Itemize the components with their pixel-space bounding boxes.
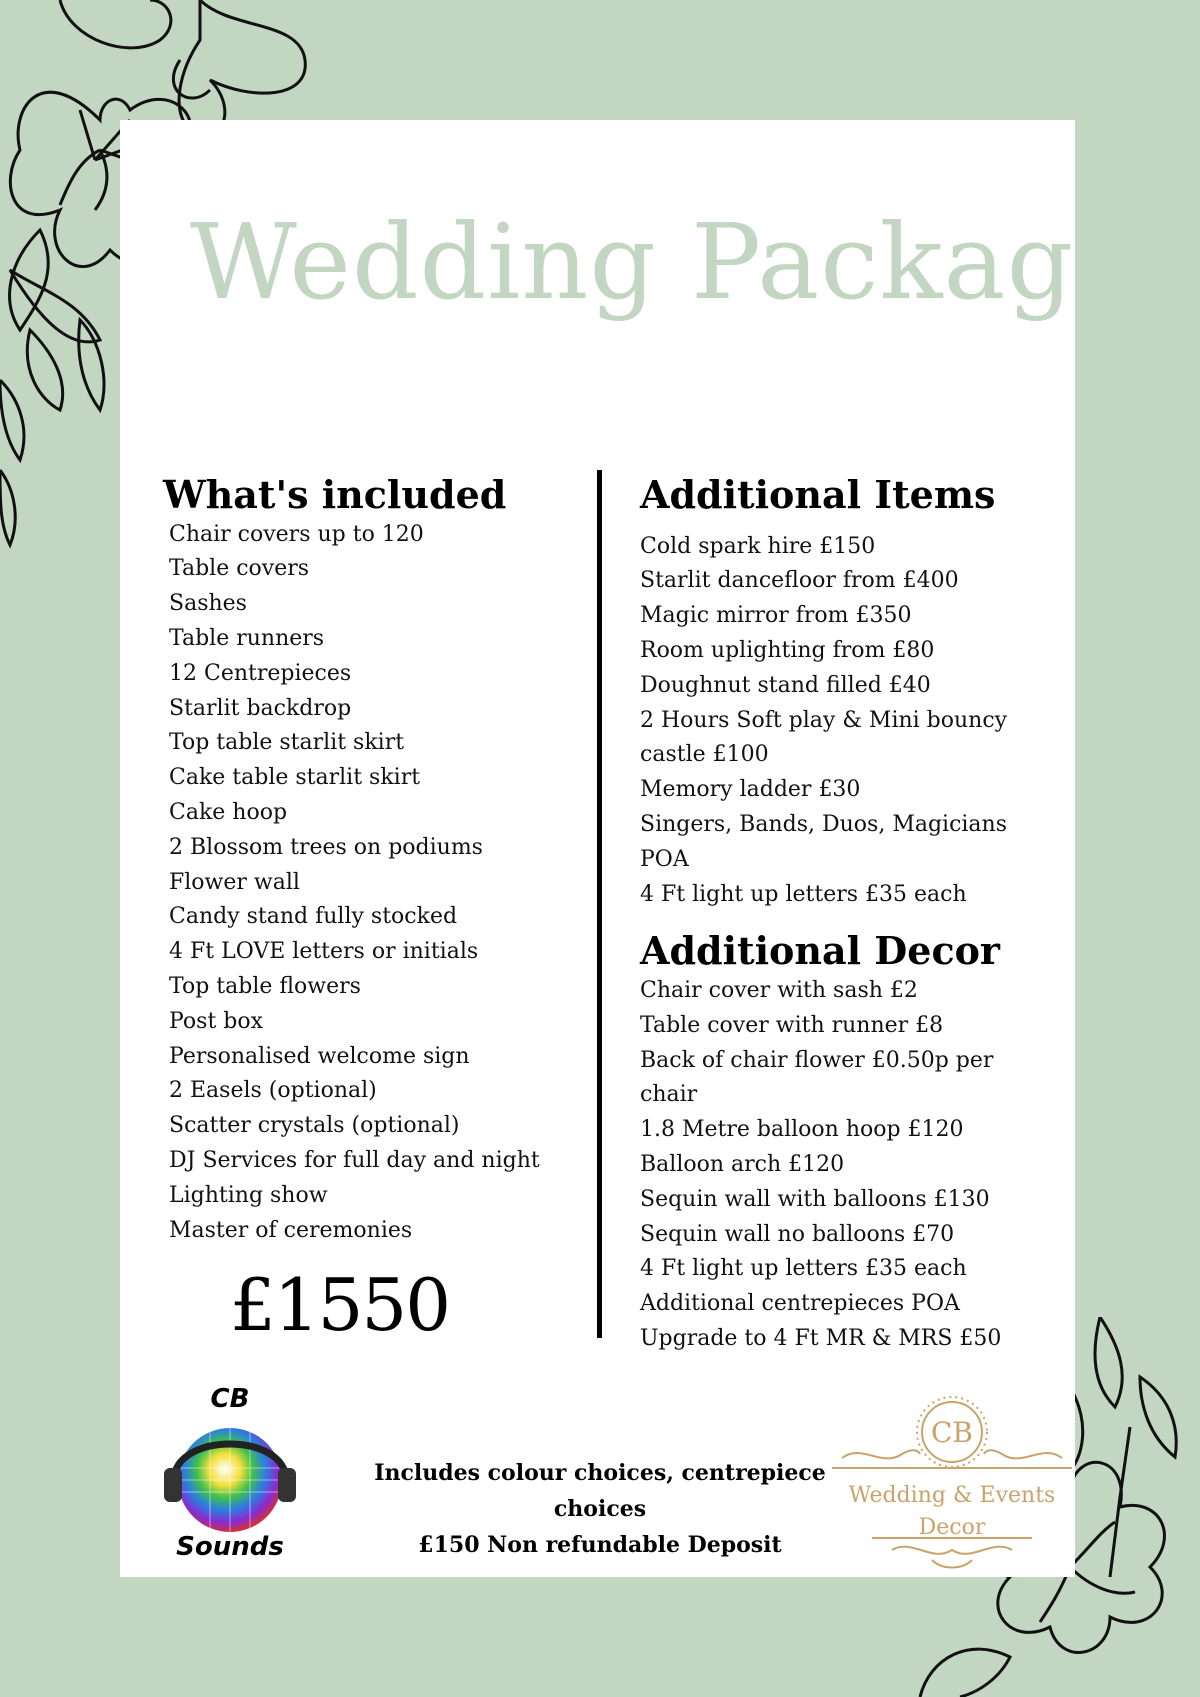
decor-brand-line-1: Wedding & Events bbox=[848, 1483, 1056, 1508]
disco-ball-headphones-icon bbox=[160, 1418, 300, 1536]
list-item: Singers, Bands, Duos, Magicians POA bbox=[640, 811, 1008, 872]
list-item: Table runners bbox=[169, 625, 325, 651]
additional-items-heading: Additional Items bbox=[640, 472, 996, 517]
list-item: 12 Centrepieces bbox=[169, 660, 352, 686]
list-item: DJ Services for full day and night bbox=[169, 1147, 540, 1173]
list-item: Chair cover with sash £2 bbox=[640, 977, 918, 1003]
list-item: Memory ladder £30 bbox=[640, 777, 861, 803]
list-item: Doughnut stand filled £40 bbox=[640, 672, 931, 698]
list-item: 4 Ft light up letters £35 each bbox=[640, 1256, 967, 1282]
list-item: Back of chair flower £0.50p per chair bbox=[640, 1047, 994, 1108]
decor-brand-line-2: Decor bbox=[918, 1515, 986, 1540]
footer-line-2: £150 Non refundable Deposit bbox=[418, 1532, 782, 1558]
package-card bbox=[120, 120, 1137, 1577]
additional-items-list bbox=[640, 530, 1060, 913]
list-item: Upgrade to 4 Ft MR & MRS £50 bbox=[640, 1325, 1002, 1351]
list-item: Cake hoop bbox=[169, 799, 288, 825]
package-price: £1550 bbox=[230, 1263, 450, 1347]
list-item: Flower wall bbox=[169, 869, 300, 895]
list-item: Table cover with runner £8 bbox=[640, 1012, 944, 1038]
list-item: Lighting show bbox=[169, 1182, 328, 1208]
list-item: Room uplighting from £80 bbox=[640, 637, 935, 663]
list-item: Table covers bbox=[169, 556, 310, 582]
list-item: 4 Ft LOVE letters or initials bbox=[169, 939, 479, 965]
list-item: Cake table starlit skirt bbox=[169, 765, 421, 791]
list-item: Sequin wall with balloons £130 bbox=[640, 1186, 990, 1212]
list-item: Sashes bbox=[169, 591, 247, 617]
additional-decor-list bbox=[640, 974, 1060, 1357]
cb-sounds-logo-bottom-text: Sounds bbox=[176, 1532, 284, 1562]
additional-column bbox=[640, 472, 1060, 1357]
list-item: Candy stand fully stocked bbox=[169, 904, 458, 930]
list-item: Cold spark hire £150 bbox=[640, 533, 876, 559]
list-item: Post box bbox=[169, 1008, 264, 1034]
list-item: Additional centrepieces POA bbox=[640, 1291, 960, 1317]
cb-sounds-logo bbox=[150, 1384, 310, 1564]
whats-included-list bbox=[163, 518, 583, 1249]
list-item: Chair covers up to 120 bbox=[169, 521, 424, 547]
list-item: Sequin wall no balloons £70 bbox=[640, 1221, 955, 1247]
page-title: Wedding Package bbox=[190, 201, 1137, 323]
list-item: Starlit backdrop bbox=[169, 695, 352, 721]
whats-included-heading: What's included bbox=[163, 472, 507, 517]
list-item: Magic mirror from £350 bbox=[640, 603, 912, 629]
list-item: Scatter crystals (optional) bbox=[169, 1113, 460, 1139]
cb-wedding-events-decor-logo bbox=[832, 1388, 1072, 1578]
list-item: 2 Hours Soft play & Mini bouncy castle £100 bbox=[640, 707, 1008, 768]
list-item: Master of ceremonies bbox=[169, 1217, 413, 1243]
list-item: 4 Ft light up letters £35 each bbox=[640, 881, 967, 907]
list-item: 1.8 Metre balloon hoop £120 bbox=[640, 1117, 964, 1143]
column-divider bbox=[597, 470, 602, 1338]
decor-monogram: CB bbox=[931, 1416, 973, 1449]
list-item: 2 Easels (optional) bbox=[169, 1078, 377, 1104]
whats-included-column bbox=[163, 472, 583, 1248]
list-item: Personalised welcome sign bbox=[169, 1043, 470, 1069]
additional-decor-heading: Additional Decor bbox=[640, 928, 1000, 974]
decor-brand-name bbox=[832, 1480, 1072, 1544]
cb-sounds-logo-top-text: CB bbox=[210, 1384, 250, 1414]
list-item: Top table flowers bbox=[169, 973, 361, 999]
list-item: Starlit dancefloor from £400 bbox=[640, 568, 959, 594]
list-item: 2 Blossom trees on podiums bbox=[169, 834, 483, 860]
footer-line-1: Includes colour choices, centrepiece choices bbox=[374, 1460, 826, 1522]
footer-note bbox=[350, 1455, 850, 1563]
list-item: Balloon arch £120 bbox=[640, 1151, 845, 1177]
list-item: Top table starlit skirt bbox=[169, 730, 405, 756]
